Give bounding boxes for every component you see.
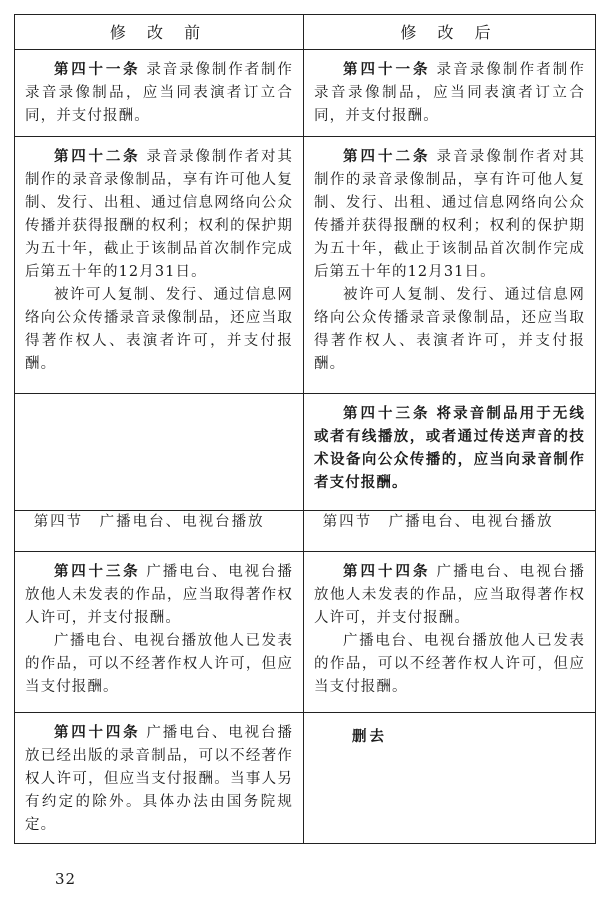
article-text: 广播电台、电视台播放他人未发表的作品，应当取得著作权人许可，并支付报酬。 — [314, 564, 586, 626]
article-number: 第四十四条 — [343, 563, 431, 580]
article-text: 录音录像制作者对其制作的录音录像制品，享有许可他人复制、发行、出租、通过信息网络向公众传播并获得报酬的权利；权利的保护期为五十年，截止于该制品首次制作完成后第五十年的12月31日。 — [25, 149, 294, 280]
article-text: 广播电台、电视台播放已经出版的录音制品，可以不经著作权人许可，但应当支付报酬。当事人另有约定的除外。具体办法由国务院规定。 — [25, 725, 294, 833]
section-row — [15, 511, 596, 552]
article-text: 录音录像制作者制作录音录像制品，应当同表演者订立合同，并支付报酬。 — [314, 62, 586, 124]
deleted-label: 删去 — [352, 728, 387, 745]
header-row — [15, 15, 596, 50]
cell-after — [304, 713, 596, 844]
section-heading-before: 第四节 广播电台、电视台播放 — [15, 511, 304, 552]
article-number: 第四十三条 — [343, 405, 431, 422]
header-before: 修 改 前 — [15, 15, 304, 50]
article-number: 第四十一条 — [54, 61, 141, 78]
article-text: 广播电台、电视台播放他人未发表的作品，应当取得著作权人许可，并支付报酬。 — [25, 564, 294, 626]
article-number: 第四十四条 — [54, 724, 141, 741]
cell-after — [304, 552, 596, 713]
article-text: 被许可人复制、发行、通过信息网络向公众传播录音录像制品，还应当取得著作权人、表演者许可，并支付报酬。 — [25, 287, 293, 372]
comparison-table — [14, 14, 596, 844]
page-number: 32 — [55, 870, 77, 888]
cell-before — [15, 713, 304, 844]
table-row — [15, 394, 596, 511]
article-text: 被许可人复制、发行、通过信息网络向公众传播录音录像制品，还应当取得著作权人、表演者许可，并支付报酬。 — [314, 287, 585, 372]
table-row — [15, 50, 596, 137]
cell-before-empty — [15, 394, 304, 511]
article-text: 录音录像制作者制作录音录像制品，应当同表演者订立合同，并支付报酬。 — [25, 62, 294, 124]
cell-after — [304, 50, 596, 137]
article-text: 广播电台、电视台播放他人已发表的作品，可以不经著作权人许可，但应当支付报酬。 — [25, 633, 293, 695]
article-number: 第四十二条 — [54, 148, 141, 165]
cell-before — [15, 552, 304, 713]
cell-before — [15, 137, 304, 394]
article-number: 第四十一条 — [343, 61, 431, 78]
article-text: 广播电台、电视台播放他人已发表的作品，可以不经著作权人许可，但应当支付报酬。 — [314, 633, 585, 695]
table-row — [15, 713, 596, 844]
article-text: 录音录像制作者对其制作的录音录像制品，享有许可他人复制、发行、出租、通过信息网络向公众传播并获得报酬的权利；权利的保护期为五十年，截止于该制品首次制作完成后第五十年的12月31日。 — [314, 149, 586, 280]
cell-before — [15, 50, 304, 137]
article-number: 第四十三条 — [54, 563, 141, 580]
cell-after — [304, 394, 596, 511]
article-text: 将录音制品用于无线或者有线播放，或者通过传送声音的技术设备向公众传播的，应当向录音制作者支付报酬。 — [314, 405, 586, 491]
header-after: 修 改 后 — [304, 15, 596, 50]
cell-after — [304, 137, 596, 394]
table-row — [15, 552, 596, 713]
table-row — [15, 137, 596, 394]
section-heading-after: 第四节 广播电台、电视台播放 — [304, 511, 596, 552]
article-number: 第四十二条 — [343, 148, 431, 165]
